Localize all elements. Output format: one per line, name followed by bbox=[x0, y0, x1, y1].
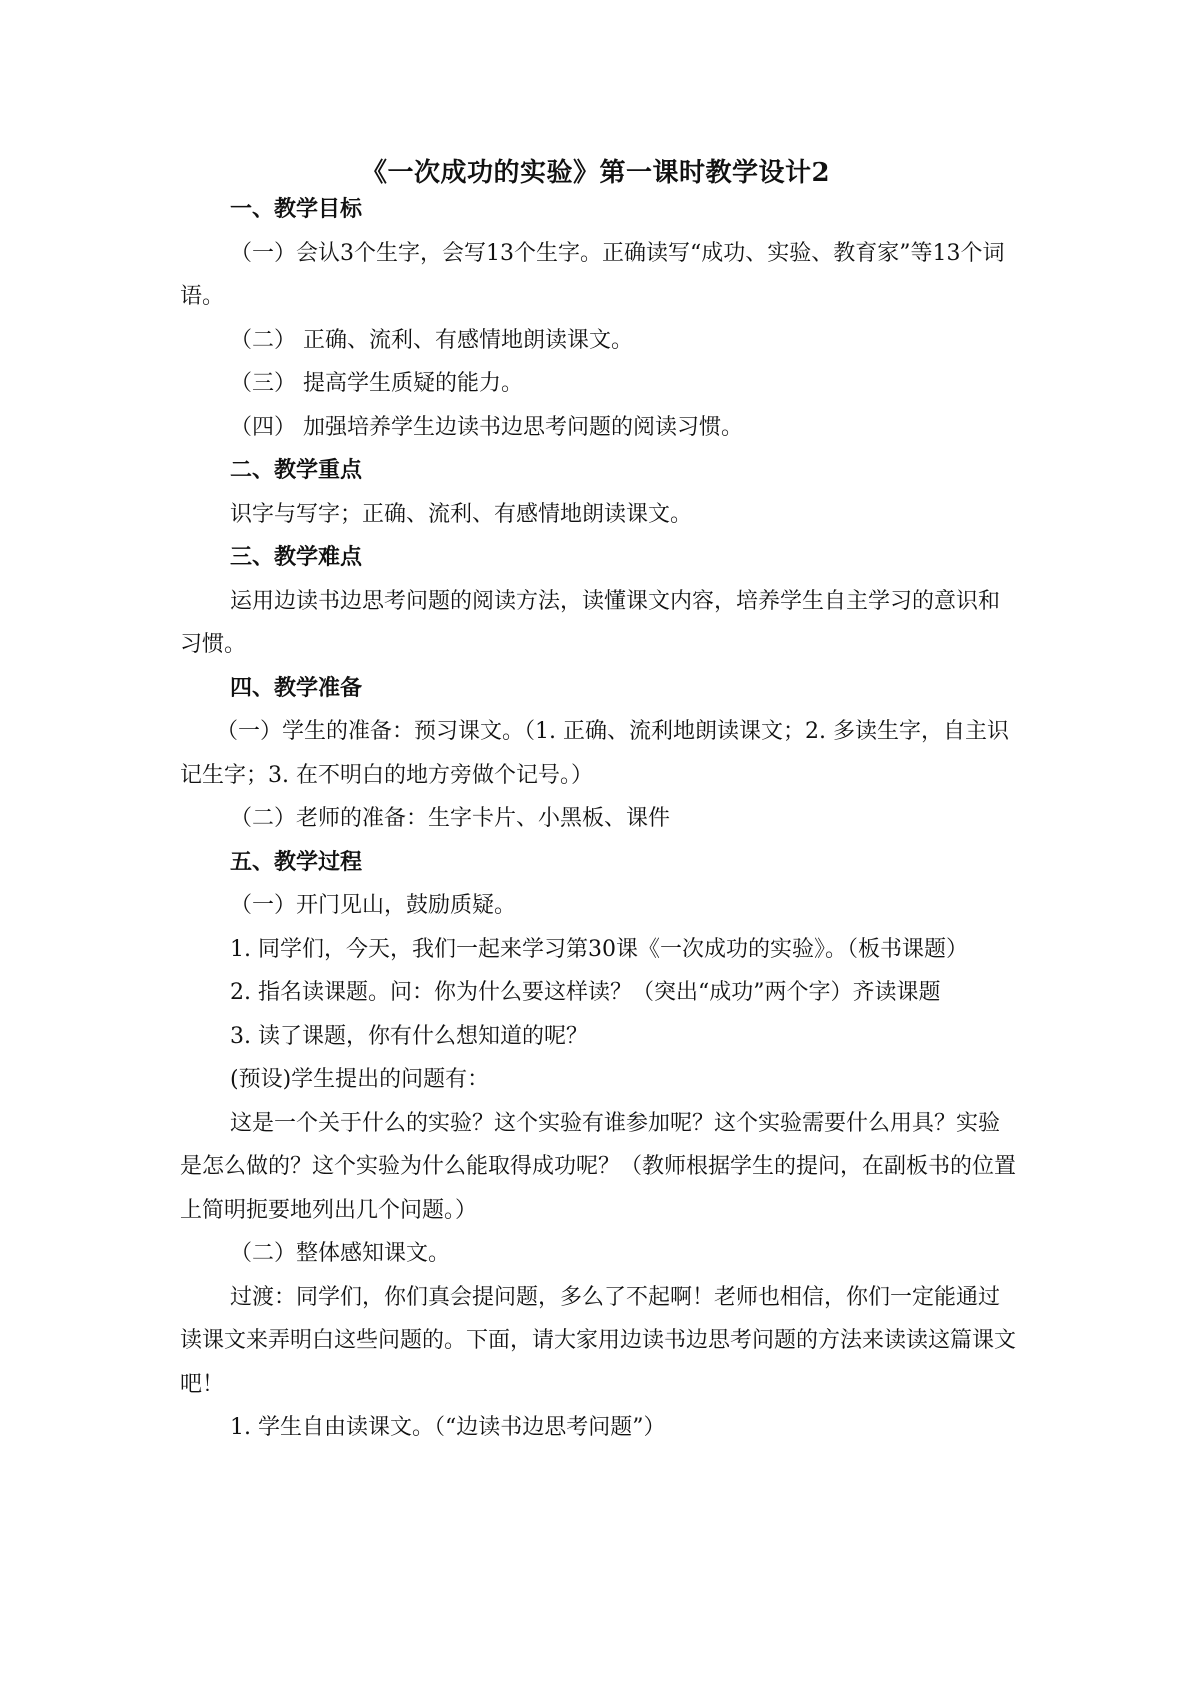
goal-item: （二） 正确、流利、有感情地朗读课文。 bbox=[230, 327, 633, 353]
heading-key-points: 二、教学重点 bbox=[230, 457, 363, 483]
process-paragraph: 1. 学生自由读课文。（“边读书边思考问题”） bbox=[230, 1415, 666, 1440]
key-points-text: 识字与写字；正确、流利、有感情地朗读课文。 bbox=[230, 501, 693, 527]
difficulties-text: 运用边读书边思考问题的阅读方法，读懂课文内容，培养学生自主学习的意识和习惯。 bbox=[180, 588, 1001, 657]
process-paragraph: 这是一个关于什么的实验？这个实验有谁参加呢？这个实验需要什么用具？实验是怎么做的？这个实验为什么能取得成功呢？（教师根据学生的提问，在副板书的位置上简明扼要地列出几个问题。） bbox=[180, 1110, 1017, 1223]
goal-item: （三） 提高学生质疑的能力。 bbox=[230, 371, 523, 396]
preparation-item: （二）老师的准备：生字卡片、小黑板、课件 bbox=[230, 806, 671, 831]
process-paragraph: 1. 同学们，今天，我们一起来学习第30课《一次成功的实验》。（板书课题） bbox=[230, 936, 968, 962]
heading-preparation: 四、教学准备 bbox=[230, 674, 363, 701]
goal-item: （一）会认3个生字，会写13个生字。正确读写“成功、实验、教育家”等13个词语。 bbox=[180, 240, 1005, 309]
heading-process: 五、教学过程 bbox=[230, 848, 363, 875]
process-paragraph: 2. 指名读课题。问：你为什么要这样读？（突出“成功”两个字）齐读课题 bbox=[230, 980, 941, 1005]
document-body bbox=[180, 188, 1020, 1450]
process-paragraph: 3. 读了课题，你有什么想知道的呢？ bbox=[230, 1023, 588, 1049]
process-paragraph: (预设)学生提出的问题有： bbox=[230, 1067, 490, 1092]
heading-difficulties: 三、教学难点 bbox=[230, 544, 363, 570]
goal-item: （四） 加强培养学生边读书边思考问题的阅读习惯。 bbox=[230, 414, 743, 440]
process-paragraph: 过渡：同学们，你们真会提问题，多么了不起啊！老师也相信，你们一定能通过读课文来弄明白这些问题的。下面，请大家用边读书边思考问题的方法来读读这篇课文吧！ bbox=[180, 1284, 1017, 1397]
preparation-item: （一）学生的准备：预习课文。（1. 正确、流利地朗读课文；2. 多读生字，自主识记生字；3. 在不明白的地方旁做个记号。） bbox=[180, 719, 1009, 788]
process-paragraph: （一）开门见山，鼓励质疑。 bbox=[230, 893, 517, 918]
process-paragraph: （二）整体感知课文。 bbox=[230, 1241, 451, 1266]
page-title: 《一次成功的实验》第一课时教学设计2 bbox=[360, 158, 831, 188]
heading-goals: 一、教学目标 bbox=[230, 196, 363, 222]
